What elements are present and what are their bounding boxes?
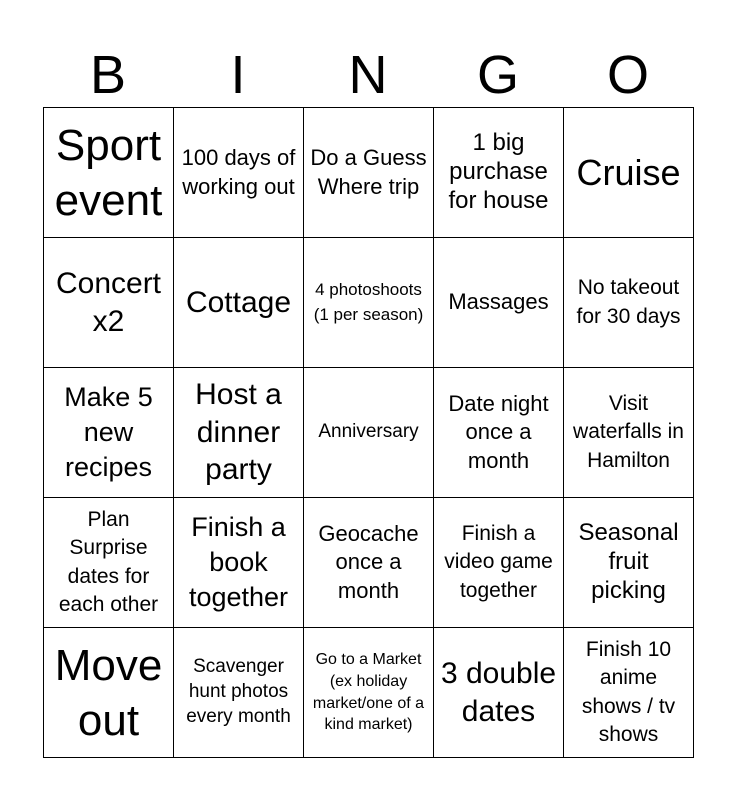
cell-text: Finish a video game together <box>444 521 553 602</box>
cell-text: Finish 10 anime shows / tv shows <box>581 637 676 746</box>
bingo-cell[interactable] <box>304 238 434 368</box>
bingo-cell[interactable] <box>174 368 304 498</box>
cell-text: 1 big purchase for house <box>448 129 549 214</box>
bingo-cell[interactable] <box>44 368 174 498</box>
cell-text: Do a Guess Where trip <box>310 144 427 199</box>
bingo-cell[interactable] <box>564 628 694 758</box>
bingo-cell[interactable] <box>434 108 564 238</box>
cell-text: Visit waterfalls in Hamilton <box>573 391 684 472</box>
bingo-cell[interactable] <box>304 628 434 758</box>
cell-text: Finish a book together <box>188 511 289 613</box>
bingo-cell[interactable] <box>304 498 434 628</box>
header-letter-n: N <box>348 45 388 105</box>
cell-text: Massages <box>448 289 549 315</box>
bingo-cell[interactable] <box>434 238 564 368</box>
bingo-cell[interactable] <box>564 238 694 368</box>
bingo-cell[interactable] <box>304 108 434 238</box>
cell-text: Anniversary <box>318 421 419 443</box>
cell-text: Date night once a month <box>448 390 549 473</box>
bingo-cell[interactable] <box>44 108 174 238</box>
cell-text: Move out <box>54 640 163 745</box>
cell-text: Host a dinner party <box>195 378 282 487</box>
header-letter-o: O <box>606 45 649 105</box>
bingo-header <box>43 42 693 108</box>
cell-text: 100 days of working out <box>181 144 296 199</box>
bingo-cell[interactable] <box>434 498 564 628</box>
header-letter-i: I <box>230 45 246 105</box>
bingo-cell[interactable] <box>564 498 694 628</box>
bingo-cell[interactable] <box>434 628 564 758</box>
cell-text: Go to a Market (ex holiday market/one of a kind market) <box>312 651 425 734</box>
cell-text: 3 double dates <box>440 657 557 728</box>
bingo-cell[interactable] <box>174 498 304 628</box>
bingo-cell[interactable] <box>44 628 174 758</box>
cell-text: Geocache once a month <box>318 520 419 603</box>
bingo-cell[interactable] <box>564 368 694 498</box>
cell-text: Concert x2 <box>55 267 162 338</box>
cell-text: Plan Surprise dates for each other <box>58 507 159 616</box>
bingo-grid <box>43 107 694 758</box>
cell-text: Seasonal fruit picking <box>578 519 679 604</box>
cell-text: Make 5 new recipes <box>64 381 153 483</box>
bingo-cell[interactable] <box>174 238 304 368</box>
cell-text: No takeout for 30 days <box>576 276 681 328</box>
bingo-cell[interactable] <box>44 238 174 368</box>
bingo-cell[interactable] <box>434 368 564 498</box>
bingo-cell[interactable] <box>174 628 304 758</box>
cell-text: Sport event <box>54 120 163 225</box>
cell-text: Scavenger hunt photos every month <box>186 656 291 727</box>
header-letter-b: B <box>89 45 127 105</box>
bingo-cell[interactable] <box>44 498 174 628</box>
cell-text: 4 photoshoots (1 per season) <box>313 279 424 324</box>
bingo-cell[interactable] <box>174 108 304 238</box>
cell-text: Cruise <box>576 151 681 193</box>
header-letter-g: G <box>476 45 519 105</box>
bingo-cell[interactable] <box>304 368 434 498</box>
bingo-cell[interactable] <box>564 108 694 238</box>
cell-text: Cottage <box>185 285 292 319</box>
